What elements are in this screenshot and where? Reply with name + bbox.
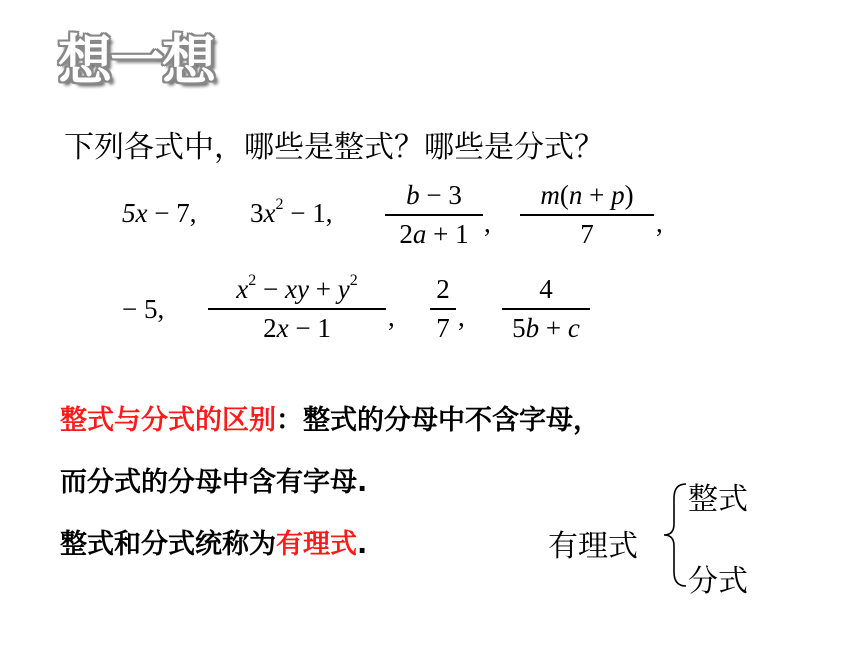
branch-polynomial: 整式 bbox=[688, 482, 748, 517]
classification-root: 有理式 bbox=[548, 529, 638, 564]
difference-line-2: 而分式的分母中含有字母. bbox=[60, 467, 368, 498]
curly-brace bbox=[660, 480, 690, 590]
page-title: 想一想 bbox=[58, 29, 214, 92]
branch-fractional: 分式 bbox=[688, 564, 748, 599]
expression-5x-minus-7: 5x − 7, bbox=[122, 198, 197, 228]
expression-3x2-minus-1: $3x^2 - 1$, bbox=[250, 196, 333, 228]
difference-line-1: 整式与分式的区别：整式的分母中不含字母， bbox=[60, 405, 600, 436]
expression-minus-5: − 5, bbox=[122, 294, 165, 324]
fraction-x2-minus-xy-plus-y2-over-2x-minus-1: $x^2$ − xy + $y^2$ 2x − 1 bbox=[208, 274, 386, 344]
fraction-m-n-plus-p-over-7: m(n + p) 7 bbox=[520, 180, 654, 250]
collectively-line: 整式和分式统称为有理式. bbox=[60, 529, 368, 560]
rational-expression-term: 有理式 bbox=[276, 529, 357, 560]
comma: , bbox=[388, 302, 395, 332]
comma: , bbox=[656, 208, 663, 238]
fraction-4-over-5b-plus-c: 4 5b + c bbox=[502, 274, 590, 344]
question-text: 下列各式中，哪些是整式？哪些是分式？ bbox=[64, 130, 604, 165]
comma: , bbox=[484, 208, 491, 238]
fraction-b-minus-3-over-2a-plus-1: b − 3 2a + 1 bbox=[385, 180, 483, 250]
difference-label: 整式与分式的区别 bbox=[60, 405, 276, 436]
comma: , bbox=[458, 302, 465, 332]
fraction-2-over-7: 2 7 bbox=[430, 274, 456, 344]
